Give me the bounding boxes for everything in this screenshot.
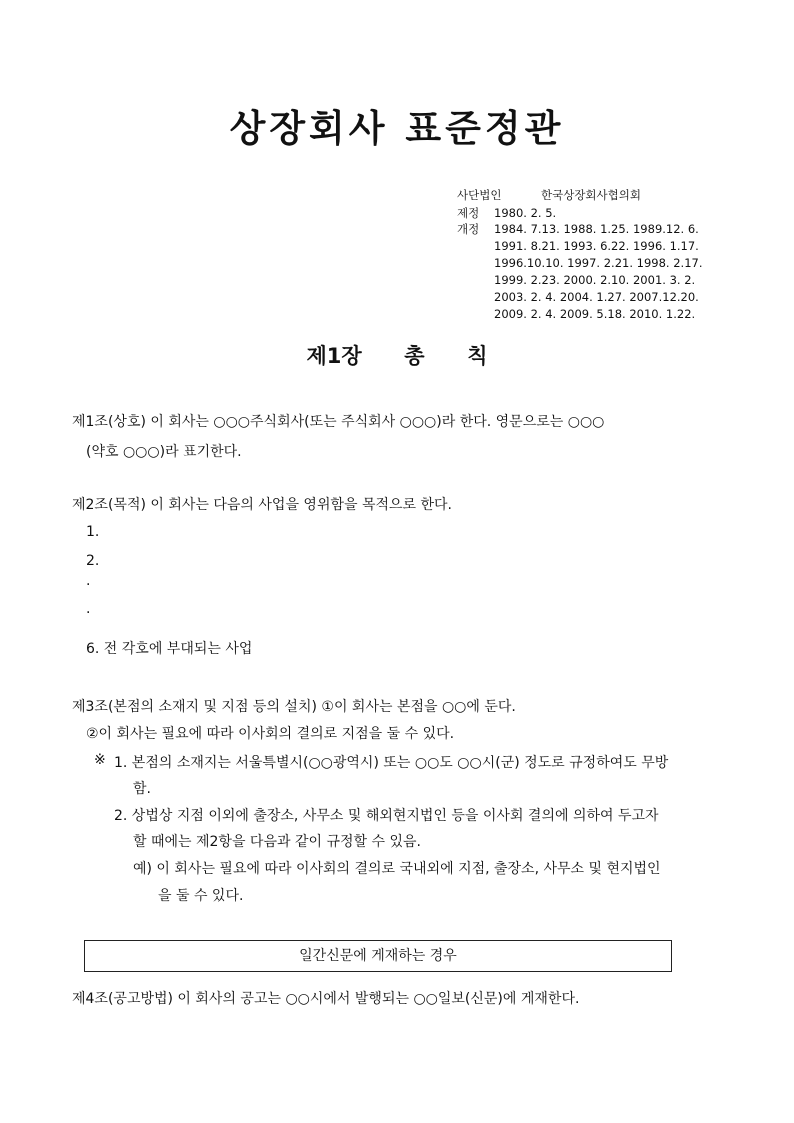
note-mark: ※ xyxy=(94,752,106,768)
article-3-line: 제3조(본점의 소재지 및 지점 등의 설치) ①이 회사는 본점을 ○○에 둔다. xyxy=(72,699,516,715)
article-3-example: 예) 이 회사는 필요에 따라 이사회의 결의로 국내외에 지점, 출장소, 사무소 및 현지법인 xyxy=(133,861,661,877)
article-2-item: 2. xyxy=(86,553,100,569)
article-1-line: 제1조(상호) 이 회사는 ○○○주식회사(또는 주식회사 ○○○)라 한다. 영문으로는 ○○○ xyxy=(72,414,605,430)
enact-label: 제정 xyxy=(457,206,480,220)
amend-line: 1999. 2.23. 2000. 2.10. 2001. 3. 2. xyxy=(494,273,696,287)
amend-line: 2009. 2. 4. 2009. 5.18. 2010. 1.22. xyxy=(494,307,696,321)
article-1-line: (약호 ○○○)라 표기한다. xyxy=(86,444,242,460)
chapter-title-b: 칙 xyxy=(467,344,488,368)
article-2-dot: · xyxy=(86,605,91,621)
amend-label: 개정 xyxy=(457,222,480,236)
article-2-item: 1. xyxy=(86,524,100,540)
org-name: 한국상장회사협의회 xyxy=(541,188,641,202)
article-3-note: 2. 상법상 지점 이외에 출장소, 사무소 및 해외현지법인 등을 이사회 결의에 의하여 두고자 xyxy=(114,808,659,824)
article-3-note: 1. 본점의 소재지는 서울특별시(○○광역시) 또는 ○○도 ○○시(군) 정도로 규정하여도 무방 xyxy=(114,755,669,771)
article-3-example: 을 둘 수 있다. xyxy=(158,888,244,904)
article-3-line: ②이 회사는 필요에 따라 이사회의 결의로 지점을 둘 수 있다. xyxy=(86,726,455,742)
amend-line: 2003. 2. 4. 2004. 1.27. 2007.12.20. xyxy=(494,290,699,304)
article-3-note: 함. xyxy=(133,781,151,797)
article-4-line: 제4조(공고방법) 이 회사의 공고는 ○○시에서 발행되는 ○○일보(신문)에 게재한다. xyxy=(72,991,580,1007)
article-2-dot: · xyxy=(86,577,91,593)
chapter-heading xyxy=(0,340,794,370)
document-title: 상장회사 표준정관 xyxy=(229,107,565,150)
amend-line: 1984. 7.13. 1988. 1.25. 1989.12. 6. xyxy=(494,222,699,236)
amend-line: 1991. 8.21. 1993. 6.22. 1996. 1.17. xyxy=(494,239,699,253)
article-2-line: 제2조(목적) 이 회사는 다음의 사업을 영위함을 목적으로 한다. xyxy=(72,497,453,513)
chapter-number: 제1장 xyxy=(306,344,362,368)
article-3-note: 할 때에는 제2항을 다음과 같이 규정할 수 있음. xyxy=(133,834,421,850)
chapter-title-a: 총 xyxy=(404,344,425,368)
org-label: 사단법인 xyxy=(457,188,502,202)
case-box: 일간신문에 게재하는 경우 xyxy=(84,940,672,972)
amend-line: 1996.10.10. 1997. 2.21. 1998. 2.17. xyxy=(494,256,703,270)
enact-date: 1980. 2. 5. xyxy=(494,206,557,220)
article-2-item: 6. 전 각호에 부대되는 사업 xyxy=(86,641,253,657)
